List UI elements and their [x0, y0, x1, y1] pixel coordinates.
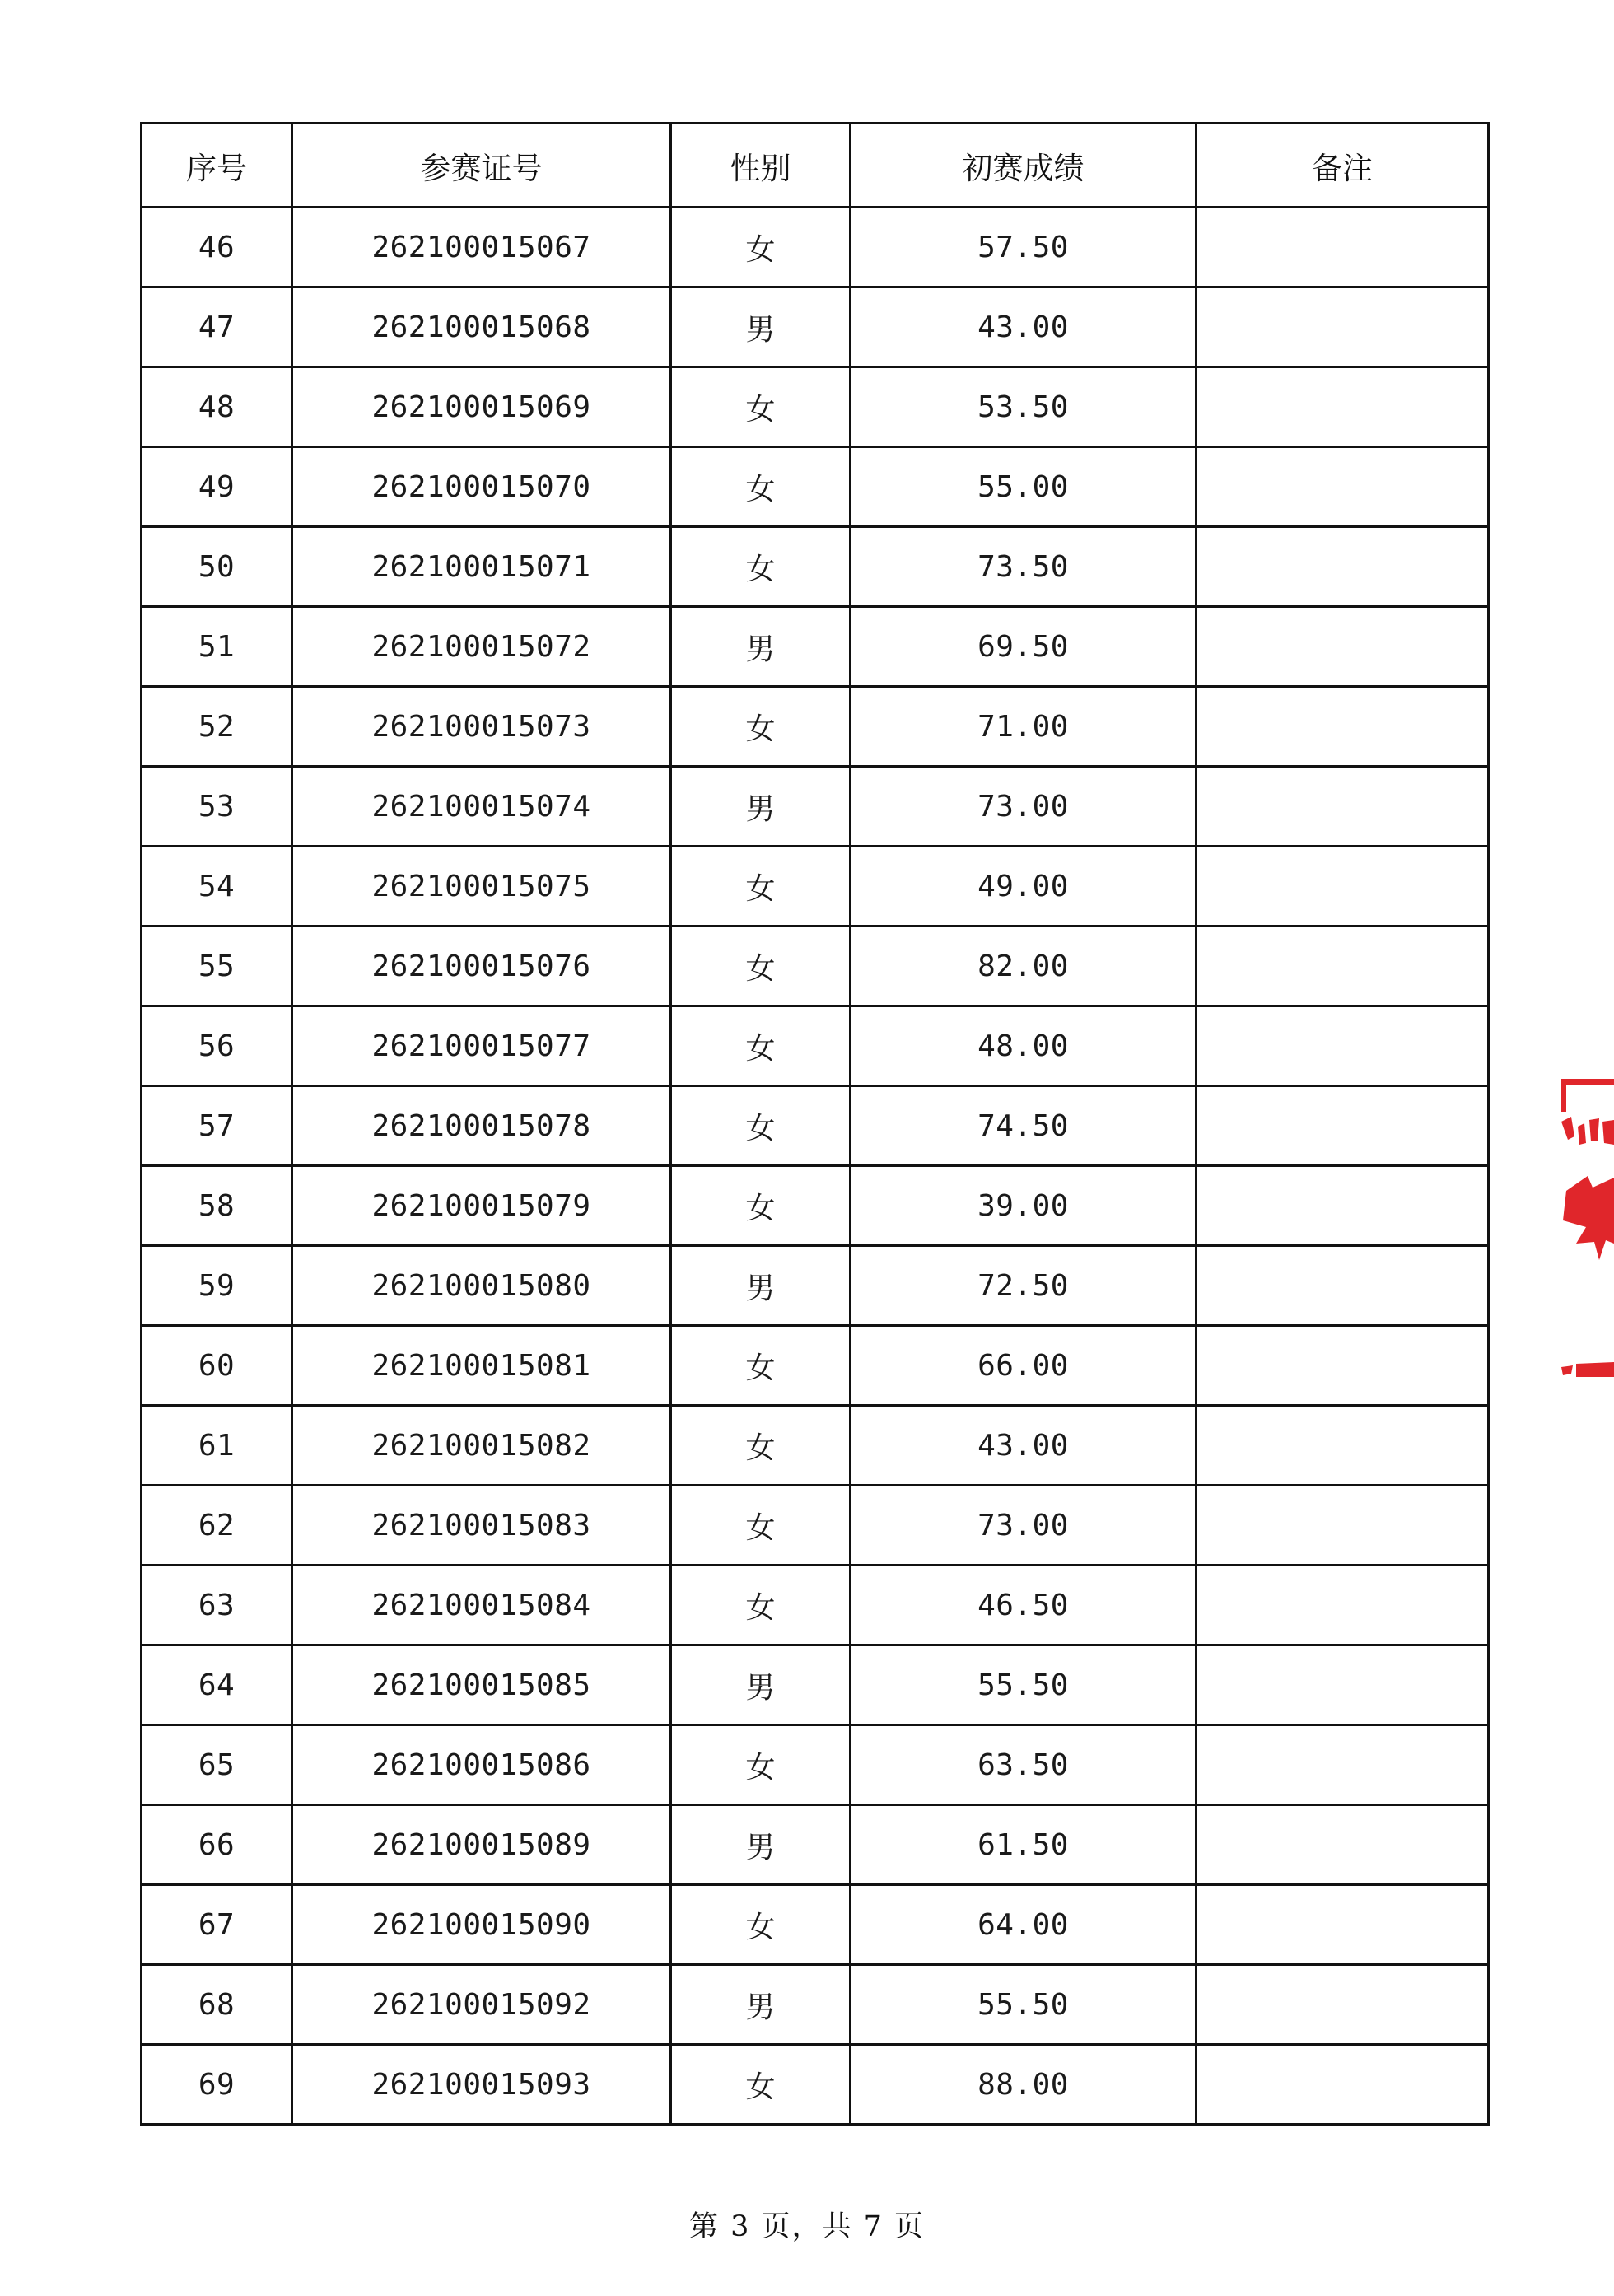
cell-gender: 女 — [671, 1006, 851, 1086]
cell-gender: 女 — [671, 447, 851, 527]
cell-exam-id: 262100015079 — [292, 1166, 671, 1246]
cell-seq: 58 — [142, 1166, 292, 1246]
cell-gender: 女 — [671, 847, 851, 926]
cell-seq: 69 — [142, 2045, 292, 2125]
cell-gender: 女 — [671, 687, 851, 767]
cell-exam-id: 262100015082 — [292, 1406, 671, 1486]
cell-note — [1197, 367, 1489, 447]
cell-gender: 女 — [671, 367, 851, 447]
official-seal — [1556, 1079, 1614, 1441]
cell-note — [1197, 1246, 1489, 1326]
table-row — [142, 1246, 1489, 1326]
cell-score: 46.50 — [851, 1566, 1197, 1645]
cell-score: 73.50 — [851, 527, 1197, 607]
cell-score: 55.50 — [851, 1965, 1197, 2045]
cell-seq: 59 — [142, 1246, 292, 1326]
cell-exam-id: 262100015083 — [292, 1486, 671, 1566]
table-row — [142, 1486, 1489, 1566]
cell-seq: 62 — [142, 1486, 292, 1566]
cell-gender: 女 — [671, 527, 851, 607]
cell-exam-id: 262100015093 — [292, 2045, 671, 2125]
table-row — [142, 1086, 1489, 1166]
cell-seq: 55 — [142, 926, 292, 1006]
cell-seq: 57 — [142, 1086, 292, 1166]
header-note: 备注 — [1197, 124, 1489, 208]
cell-note — [1197, 1885, 1489, 1965]
cell-note — [1197, 1326, 1489, 1406]
cell-exam-id: 262100015072 — [292, 607, 671, 687]
cell-seq: 49 — [142, 447, 292, 527]
table-row — [142, 687, 1489, 767]
cell-score: 53.50 — [851, 367, 1197, 447]
table-body — [142, 208, 1489, 2125]
table-row — [142, 1725, 1489, 1805]
cell-score: 74.50 — [851, 1086, 1197, 1166]
cell-note — [1197, 1645, 1489, 1725]
cell-score: 55.00 — [851, 447, 1197, 527]
cell-score: 66.00 — [851, 1326, 1197, 1406]
cell-note — [1197, 926, 1489, 1006]
cell-gender: 女 — [671, 208, 851, 287]
cell-score: 64.00 — [851, 1885, 1197, 1965]
cell-gender: 男 — [671, 1645, 851, 1725]
cell-note — [1197, 1166, 1489, 1246]
cell-gender: 女 — [671, 1326, 851, 1406]
table-row — [142, 1006, 1489, 1086]
cell-note — [1197, 1725, 1489, 1805]
cell-note — [1197, 527, 1489, 607]
cell-exam-id: 262100015077 — [292, 1006, 671, 1086]
table-row — [142, 208, 1489, 287]
table-row — [142, 767, 1489, 847]
cell-score: 82.00 — [851, 926, 1197, 1006]
cell-note — [1197, 607, 1489, 687]
cell-score: 71.00 — [851, 687, 1197, 767]
cell-note — [1197, 847, 1489, 926]
cell-seq: 54 — [142, 847, 292, 926]
table-row — [142, 1326, 1489, 1406]
table-row — [142, 527, 1489, 607]
cell-seq: 46 — [142, 208, 292, 287]
cell-score: 49.00 — [851, 847, 1197, 926]
cell-note — [1197, 1006, 1489, 1086]
table-row — [142, 2045, 1489, 2125]
cell-gender: 女 — [671, 1486, 851, 1566]
cell-exam-id: 262100015078 — [292, 1086, 671, 1166]
table-row — [142, 926, 1489, 1006]
cell-exam-id: 262100015076 — [292, 926, 671, 1006]
cell-exam-id: 262100015073 — [292, 687, 671, 767]
cell-exam-id: 262100015086 — [292, 1725, 671, 1805]
cell-seq: 63 — [142, 1566, 292, 1645]
cell-score: 61.50 — [851, 1805, 1197, 1885]
cell-exam-id: 262100015084 — [292, 1566, 671, 1645]
cell-score: 43.00 — [851, 287, 1197, 367]
page-indicator: 第 3 页，共 7 页 — [688, 2210, 926, 2243]
cell-seq: 61 — [142, 1406, 292, 1486]
cell-gender: 女 — [671, 1406, 851, 1486]
cell-score: 73.00 — [851, 1486, 1197, 1566]
cell-score: 73.00 — [851, 767, 1197, 847]
cell-score: 39.00 — [851, 1166, 1197, 1246]
header-exam-id: 参赛证号 — [292, 124, 671, 208]
table-row — [142, 1965, 1489, 2045]
cell-seq: 48 — [142, 367, 292, 447]
cell-score: 88.00 — [851, 2045, 1197, 2125]
cell-note — [1197, 447, 1489, 527]
cell-note — [1197, 1805, 1489, 1885]
cell-seq: 52 — [142, 687, 292, 767]
cell-exam-id: 262100015070 — [292, 447, 671, 527]
score-table — [140, 122, 1490, 2126]
cell-score: 43.00 — [851, 1406, 1197, 1486]
table-row — [142, 1645, 1489, 1725]
table-row — [142, 847, 1489, 926]
cell-gender: 女 — [671, 1086, 851, 1166]
cell-exam-id: 262100015068 — [292, 287, 671, 367]
table-row — [142, 1406, 1489, 1486]
table-row — [142, 1566, 1489, 1645]
cell-score: 55.50 — [851, 1645, 1197, 1725]
cell-gender: 女 — [671, 1166, 851, 1246]
cell-gender: 女 — [671, 2045, 851, 2125]
header-gender: 性别 — [671, 124, 851, 208]
table-row — [142, 1805, 1489, 1885]
cell-gender: 男 — [671, 607, 851, 687]
cell-seq: 66 — [142, 1805, 292, 1885]
header-seq: 序号 — [142, 124, 292, 208]
cell-gender: 男 — [671, 1805, 851, 1885]
cell-exam-id: 262100015067 — [292, 208, 671, 287]
cell-note — [1197, 1086, 1489, 1166]
cell-note — [1197, 687, 1489, 767]
cell-exam-id: 262100015074 — [292, 767, 671, 847]
cell-score: 57.50 — [851, 208, 1197, 287]
cell-note — [1197, 2045, 1489, 2125]
cell-exam-id: 262100015080 — [292, 1246, 671, 1326]
cell-seq: 67 — [142, 1885, 292, 1965]
table-row — [142, 607, 1489, 687]
cell-exam-id: 262100015090 — [292, 1885, 671, 1965]
cell-note — [1197, 1566, 1489, 1645]
cell-gender: 男 — [671, 1246, 851, 1326]
cell-score: 63.50 — [851, 1725, 1197, 1805]
cell-gender: 男 — [671, 767, 851, 847]
cell-gender: 男 — [671, 1965, 851, 2045]
table-row — [142, 367, 1489, 447]
cell-note — [1197, 287, 1489, 367]
cell-gender: 女 — [671, 1725, 851, 1805]
cell-seq: 65 — [142, 1725, 292, 1805]
table-row — [142, 1885, 1489, 1965]
cell-note — [1197, 1965, 1489, 2045]
cell-seq: 56 — [142, 1006, 292, 1086]
table-row — [142, 447, 1489, 527]
cell-exam-id: 262100015069 — [292, 367, 671, 447]
cell-score: 72.50 — [851, 1246, 1197, 1326]
cell-exam-id: 262100015071 — [292, 527, 671, 607]
cell-gender: 女 — [671, 1566, 851, 1645]
cell-exam-id: 262100015092 — [292, 1965, 671, 2045]
cell-exam-id: 262100015085 — [292, 1645, 671, 1725]
cell-gender: 女 — [671, 1885, 851, 1965]
header-row — [142, 124, 1489, 208]
cell-seq: 53 — [142, 767, 292, 847]
cell-seq: 68 — [142, 1965, 292, 2045]
table-row — [142, 1166, 1489, 1246]
cell-note — [1197, 1406, 1489, 1486]
cell-note — [1197, 1486, 1489, 1566]
cell-seq: 50 — [142, 527, 292, 607]
cell-seq: 60 — [142, 1326, 292, 1406]
cell-seq: 64 — [142, 1645, 292, 1725]
cell-gender: 女 — [671, 926, 851, 1006]
cell-exam-id: 262100015075 — [292, 847, 671, 926]
cell-score: 48.00 — [851, 1006, 1197, 1086]
cell-seq: 47 — [142, 287, 292, 367]
cell-exam-id: 262100015081 — [292, 1326, 671, 1406]
cell-gender: 男 — [671, 287, 851, 367]
header-score: 初赛成绩 — [851, 124, 1197, 208]
table-header — [142, 124, 1489, 208]
cell-exam-id: 262100015089 — [292, 1805, 671, 1885]
cell-seq: 51 — [142, 607, 292, 687]
table-row — [142, 287, 1489, 367]
cell-note — [1197, 767, 1489, 847]
cell-note — [1197, 208, 1489, 287]
cell-score: 69.50 — [851, 607, 1197, 687]
